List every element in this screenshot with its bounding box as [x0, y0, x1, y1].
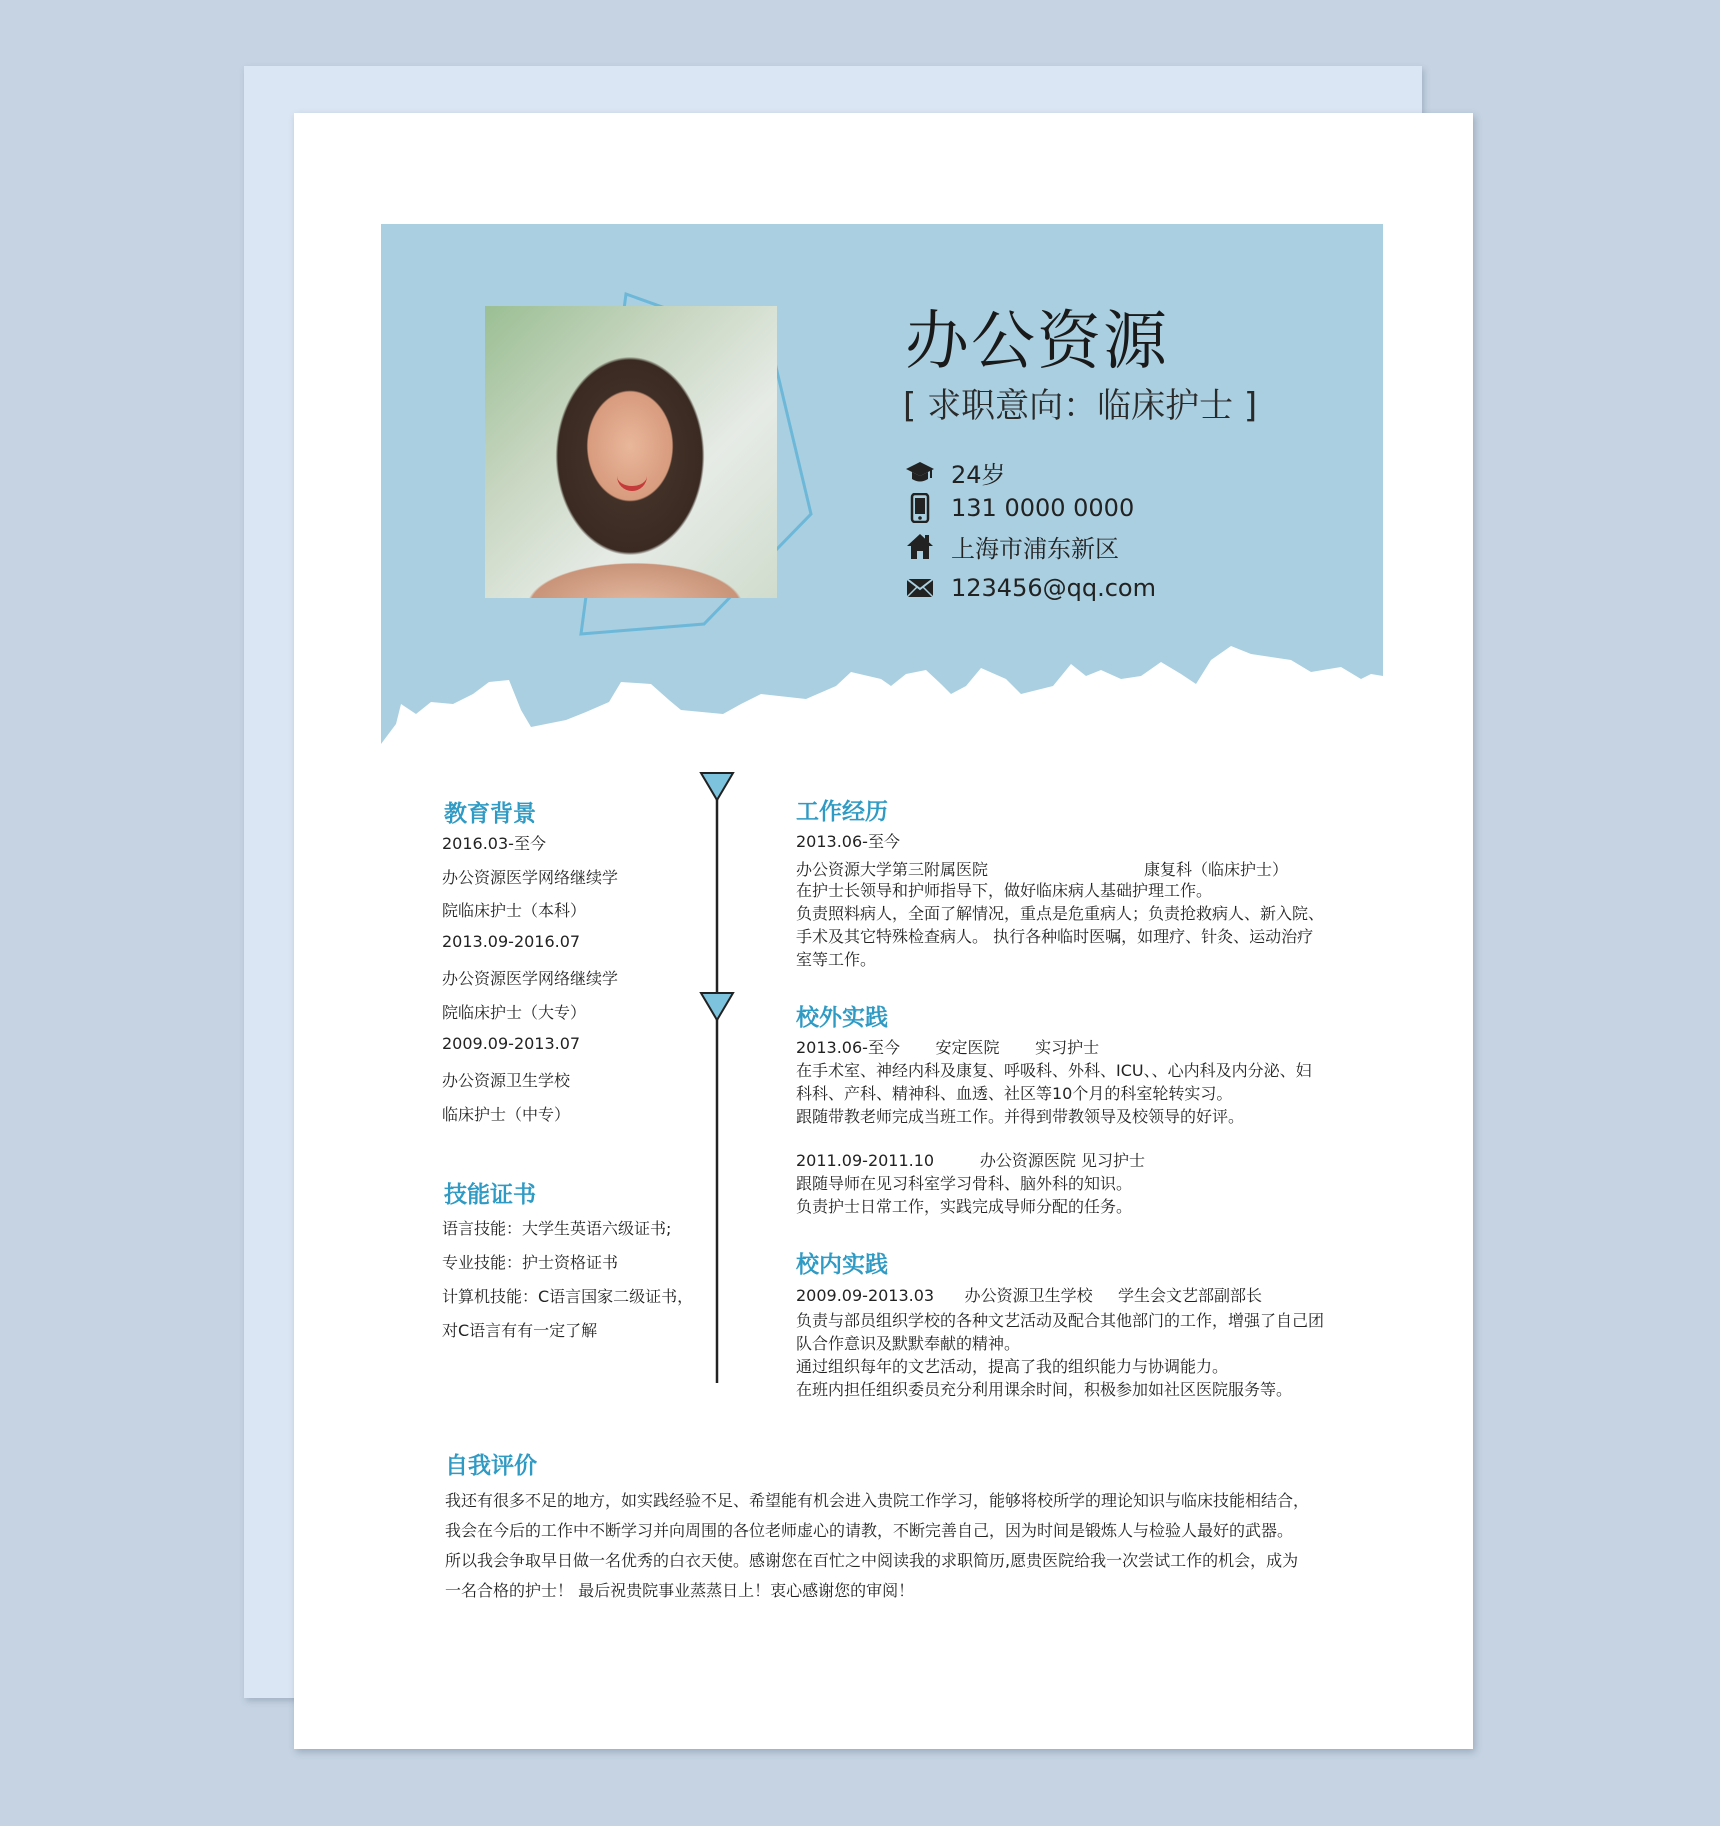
work-desc-line: 负责照料病人，全面了解情况，重点是危重病人；负责抢救病人、新入院、	[796, 904, 1325, 923]
profile-photo	[485, 306, 777, 598]
mail-icon	[905, 573, 935, 603]
skill-line: 计算机技能：C语言国家二级证书，	[442, 1287, 694, 1306]
work-desc-line: 室等工作。	[796, 950, 877, 969]
external-desc-line: 跟随导师在见习科室学习骨科、脑外科的知识。	[796, 1174, 1133, 1193]
evaluation-line: 我会在今后的工作中不断学习并向周围的各位老师虚心的请教，不断完善自己，因为时间是锻炼人与检验人最好的武器。	[445, 1521, 1294, 1540]
home-icon	[905, 531, 935, 561]
address-text: 上海市浦东新区	[951, 534, 1119, 563]
education-title: 教育背景	[444, 801, 536, 827]
info-phone	[905, 490, 1134, 526]
info-email	[905, 570, 1156, 606]
external-description-1	[796, 1059, 1356, 1128]
work-dept: 康复科（临床护士）	[1144, 860, 1289, 879]
education-line: 办公资源医学网络继续学	[442, 969, 619, 988]
external-head-2: 2011.09-2011.10 办公资源医院 见习护士	[796, 1151, 1145, 1170]
work-desc-line: 在护士长领导和护师指导下，做好临床病人基础护理工作。	[796, 881, 1213, 900]
external-desc-line: 在手术室、神经内科及康复、呼吸科、外科、ICU、、心内科及内分泌、妇	[796, 1061, 1312, 1080]
education-line: 办公资源卫生学校	[442, 1071, 571, 1090]
internal-desc-line: 队合作意识及默默奉献的精神。	[796, 1334, 1021, 1353]
education-line: 院临床护士（大专）	[442, 1003, 587, 1022]
education-line: 办公资源医学网络继续学	[442, 868, 619, 887]
header-band	[381, 224, 1383, 746]
evaluation-line: 我还有很多不足的地方，如实践经验不足、希望能有机会进入贵院工作学习，能够将校所学的理论知识与临床技能相结合，	[445, 1491, 1310, 1510]
external-desc-line: 科科、产科、精神科、血透、社区等10个月的科室轮转实习。	[796, 1084, 1233, 1103]
self-evaluation-title: 自我评价	[445, 1453, 537, 1479]
phone-icon	[905, 493, 935, 523]
education-line: 2016.03-至今	[442, 834, 546, 853]
external-desc-line: 负责护士日常工作，实践完成导师分配的任务。	[796, 1197, 1133, 1216]
skill-line: 语言技能：大学生英语六级证书;	[442, 1219, 672, 1238]
skills-title: 技能证书	[444, 1182, 536, 1208]
info-age	[905, 454, 1006, 490]
external-desc-line: 跟随带教老师完成当班工作。并得到带教领导及校领导的好评。	[796, 1107, 1245, 1126]
work-desc-line: 手术及其它特殊检查病人。 执行各种临时医嘱，如理疗、针灸、运动治疗	[796, 927, 1314, 946]
external-description-2	[796, 1172, 1356, 1218]
education-line: 2009.09-2013.07	[442, 1034, 581, 1053]
phone-text: 131 0000 0000	[951, 494, 1135, 522]
internal-desc-line: 在班内担任组织委员充分利用课余时间，积极参加如社区医院服务等。	[796, 1380, 1293, 1399]
work-date: 2013.06-至今	[796, 832, 900, 851]
graduation-cap-icon	[905, 457, 935, 487]
work-description	[796, 879, 1356, 971]
internal-practice-title: 校内实践	[796, 1252, 888, 1278]
education-line: 临床护士（中专）	[442, 1105, 571, 1124]
job-intent: [ 求职意向：临床护士 ]	[903, 386, 1258, 426]
education-line: 2013.09-2016.07	[442, 932, 581, 951]
internal-desc-line: 负责与部员组织学校的各种文艺活动及配合其他部门的工作，增强了自己团	[796, 1311, 1325, 1330]
internal-desc-line: 通过组织每年的文艺活动，提高了我的组织能力与协调能力。	[796, 1357, 1229, 1376]
resume-page	[294, 113, 1473, 1749]
education-line: 院临床护士（本科）	[442, 901, 587, 920]
info-address	[905, 528, 1119, 564]
skill-line: 对C语言有有一定了解	[442, 1321, 598, 1340]
skill-line: 专业技能：护士资格证书	[442, 1253, 619, 1272]
internal-head: 2009.09-2013.03 办公资源卫生学校 学生会文艺部副部长	[796, 1286, 1263, 1305]
self-evaluation-text	[445, 1486, 1345, 1606]
external-head-1: 2013.06-至今 安定医院 实习护士	[796, 1038, 1100, 1057]
work-org: 办公资源大学第三附属医院	[796, 860, 989, 879]
evaluation-line: 一名合格的护士！ 最后祝贵院事业蒸蒸日上！衷心感谢您的审阅！	[445, 1581, 915, 1600]
applicant-name: 办公资源	[905, 305, 1169, 379]
work-title: 工作经历	[796, 799, 888, 825]
internal-description	[796, 1309, 1356, 1401]
evaluation-line: 所以我会争取早日做一名优秀的白衣天使。感谢您在百忙之中阅读我的求职简历,愿贵医院给我一次尝试工作的机会，成为	[445, 1551, 1299, 1570]
email-text: 123456@qq.com	[951, 574, 1156, 602]
age-text: 24岁	[951, 460, 1006, 489]
external-practice-title: 校外实践	[796, 1005, 888, 1031]
